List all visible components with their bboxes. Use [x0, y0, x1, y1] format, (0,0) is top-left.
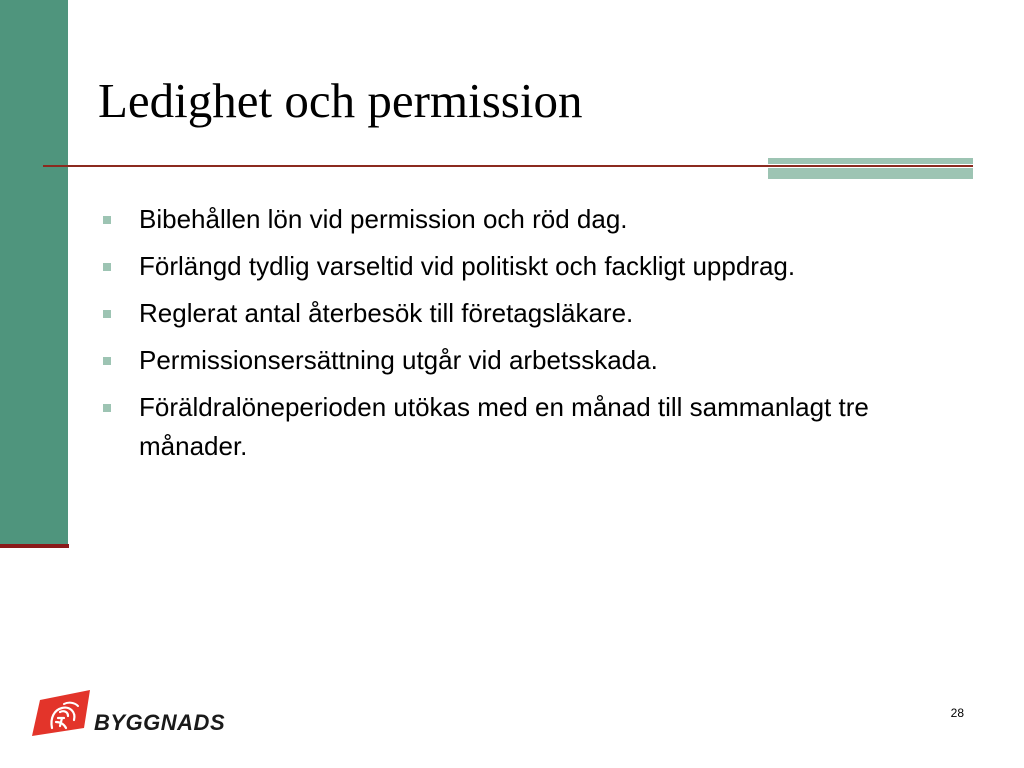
square-bullet-icon [103, 357, 111, 365]
bullet-text: Reglerat antal återbesök till företagsläkare. [139, 298, 634, 328]
bullet-text: Permissionsersättning utgår vid arbetsskada. [139, 345, 658, 375]
square-bullet-icon [103, 310, 111, 318]
slide-title: Ledighet och permission [98, 73, 583, 128]
square-bullet-icon [103, 216, 111, 224]
accent-block [768, 158, 973, 179]
bullet-item [100, 294, 920, 333]
byggnads-logo-icon [30, 688, 92, 738]
sidebar-underline [0, 544, 69, 548]
bullet-item [100, 247, 920, 286]
bullet-item [100, 341, 920, 380]
logo-wordmark: BYGGNADS [94, 710, 226, 735]
bullet-text: Föräldralöneperioden utökas med en månad till sammanlagt tre månader. [139, 392, 869, 461]
left-sidebar-bar [0, 0, 68, 546]
bullet-item [100, 388, 920, 466]
bullet-list [100, 200, 920, 474]
square-bullet-icon [103, 404, 111, 412]
bullet-text: Förlängd tydlig varseltid vid politiskt och fackligt uppdrag. [139, 251, 796, 281]
square-bullet-icon [103, 263, 111, 271]
byggnads-logo [30, 688, 226, 740]
bullet-text: Bibehållen lön vid permission och röd dag. [139, 204, 628, 234]
accent-band-bottom [768, 168, 973, 179]
bullet-item [100, 200, 920, 239]
page-number: 28 [950, 706, 964, 720]
accent-band-top [768, 158, 973, 164]
